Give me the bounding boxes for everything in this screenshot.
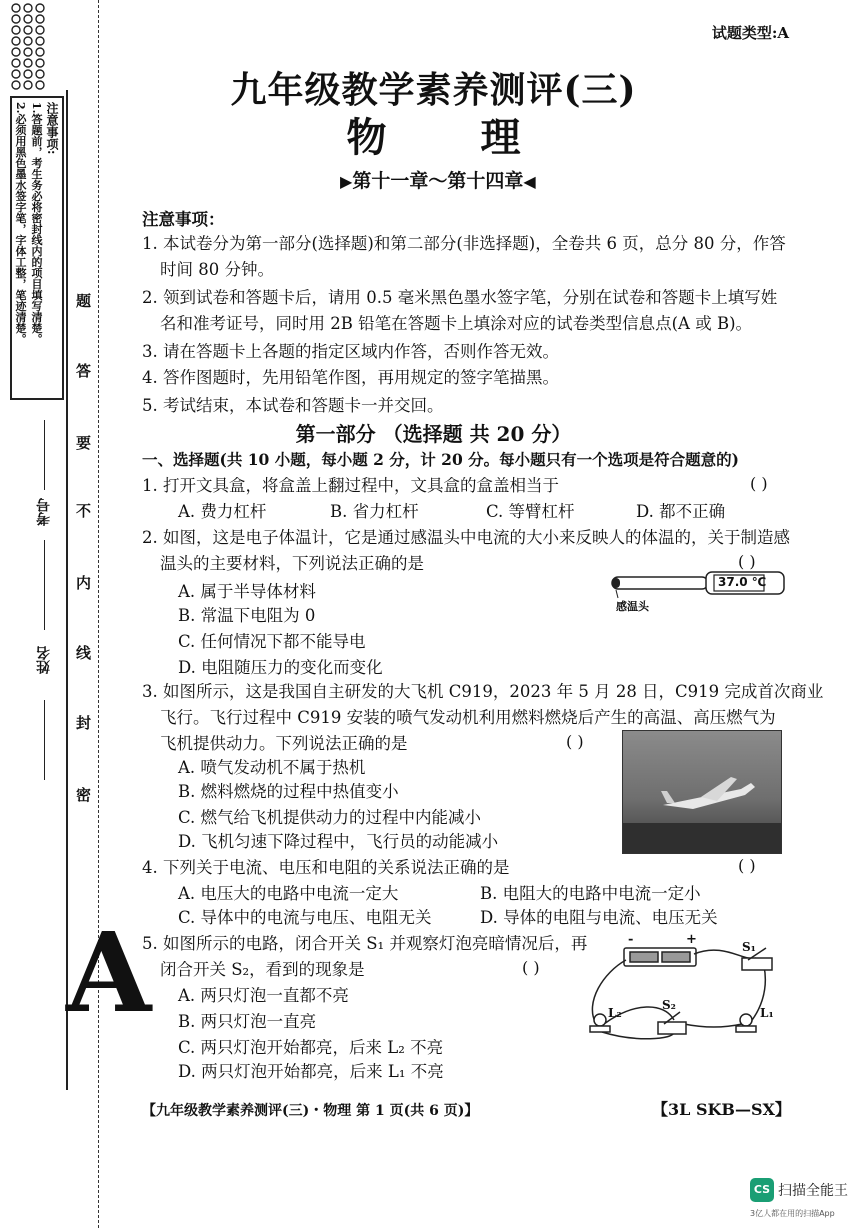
chapter-range <box>340 166 536 193</box>
q3-answer-blank: ( ) <box>566 732 584 751</box>
probe-label: 感温头 <box>616 600 649 613</box>
q1-answer-blank: ( ) <box>750 474 768 493</box>
q4-option-c: C. 导体中的电流与电压、电阻无关 <box>178 908 432 927</box>
q1-option-a: A. 费力杠杆 <box>178 502 267 521</box>
seal-char-4: 不 <box>76 502 92 520</box>
q5-option-a: A. 两只灯泡一直都不亮 <box>178 986 349 1005</box>
seal-char-8: 密 <box>76 786 92 804</box>
note-line-3: 2. 领到试卷和答题卡后，请用 0.5 毫米黑色墨水签字笔，分别在试卷和答题卡上填写姓 <box>142 288 778 307</box>
chapter-range-text: 第十一章～第十四章 <box>352 170 524 192</box>
q4-option-a: A. 电压大的电路中电流一定大 <box>178 884 399 903</box>
binding-notice-heading: 注意事项: <box>45 102 59 155</box>
binding-margin <box>0 0 100 1228</box>
lamp-l2-label: L₂ <box>608 1006 622 1020</box>
name-line <box>44 700 45 780</box>
q2-option-a: A. 属于半导体材料 <box>178 582 316 601</box>
q5-answer-blank: ( ) <box>522 958 540 977</box>
q5-option-d: D. 两只灯泡开始都亮，后来 L₁ 不亮 <box>178 1062 444 1081</box>
q2-option-b: B. 常温下电阻为 0 <box>178 606 316 625</box>
triangle-right-icon: ▶ <box>340 172 353 191</box>
seal-char-1: 题 <box>76 292 92 310</box>
q4-option-d: D. 导体的电阻与电流、电压无关 <box>480 908 718 927</box>
q2-answer-blank: ( ) <box>738 552 756 571</box>
switch-s1-label: S₁ <box>742 940 756 954</box>
q3-stem-2: 飞行。飞行过程中 C919 安装的喷气发动机利用燃料燃烧后产生的高温、高压燃气为 <box>160 708 776 727</box>
subject-title: 物 理 <box>346 114 561 161</box>
camscanner-logo: CS <box>750 1178 774 1202</box>
note-line-2: 时间 80 分钟。 <box>160 260 274 279</box>
thermometer-display: 37.0 ℃ <box>718 575 767 589</box>
q4-option-b: B. 电阻大的电路中电流一定小 <box>480 884 701 903</box>
q5-option-c: C. 两只灯泡开始都亮，后来 L₂ 不亮 <box>178 1038 444 1057</box>
q3-option-c: C. 燃气给飞机提供动力的过程中内能减小 <box>178 808 482 827</box>
q3-option-a: A. 喷气发动机不属于热机 <box>178 758 366 777</box>
q2-stem-2: 温头的主要材料，下列说法正确的是 <box>160 554 424 573</box>
paper-code: 【3L SKB—SX】 <box>652 1100 791 1119</box>
exam-number-label: 考号 <box>36 498 52 526</box>
q2-stem-1: 2. 如图，这是电子体温计，它是通过感温头中电流的大小来反映人的体温的，关于制造感 <box>142 528 790 547</box>
seal-char-3: 要 <box>76 434 92 452</box>
q1-stem: 1. 打开文具盒，将盒盖上翻过程中，文具盒的盒盖相当于 <box>142 476 559 495</box>
q4-answer-blank: ( ) <box>738 856 756 875</box>
paper-type-letter: A <box>66 908 152 1037</box>
binding-notice-1: 1.答题前，考生务必将密封线内的项目填写清楚。 <box>30 102 43 345</box>
note-line-5: 3. 请在答题卡上各题的指定区域内作答，否则作答无效。 <box>142 342 559 361</box>
name-label: 姓名 <box>36 646 52 674</box>
paper-type-label: 试题类型:A <box>711 24 789 42</box>
camscanner-name: 扫描全能王 <box>778 1183 848 1199</box>
q2-option-c: C. 任何情况下都不能导电 <box>178 632 366 651</box>
thermometer-figure <box>610 568 788 616</box>
binding-notice-2: 2.必须用黑色墨水签字笔，字体工整，笔迹清楚。 <box>14 102 27 345</box>
exam-title: 九年级教学素养测评(三) <box>230 69 637 111</box>
note-line-6: 4. 答作图题时，先用铅笔作图，再用规定的签字笔描黑。 <box>142 368 559 387</box>
seal-char-7: 封 <box>76 714 92 732</box>
q5-stem-2: 闭合开关 S₂，看到的现象是 <box>160 960 365 979</box>
scanner-watermark <box>750 1178 860 1222</box>
seal-char-6: 线 <box>76 644 92 662</box>
part1-title: 第一部分 （选择题 共 20 分） <box>295 422 572 446</box>
camscanner-slogan: 3亿人都在用的扫描App <box>750 1209 835 1218</box>
battery-plus-label: + <box>686 932 697 947</box>
q5-stem-1: 5. 如图所示的电路，闭合开关 S₁ 并观察灯泡亮暗情况后，再 <box>142 934 588 953</box>
q1-option-b: B. 省力杠杆 <box>330 502 419 521</box>
exam-number-line-bottom <box>44 540 45 630</box>
note-line-7: 5. 考试结束，本试卷和答题卡一并交回。 <box>142 396 444 415</box>
seal-dashed-line <box>98 0 99 1228</box>
note-line-1: 1. 本试卷分为第一部分(选择题)和第二部分(非选择题)，全卷共 6 页，总分 80 分，作答 <box>142 234 786 253</box>
q2-option-d: D. 电阻随压力的变化而变化 <box>178 658 383 677</box>
q3-stem-3: 飞机提供动力。下列说法正确的是 <box>160 734 408 753</box>
q1-option-c: C. 等臂杠杆 <box>486 502 575 521</box>
q3-stem-1: 3. 如图所示，这是我国自主研发的大飞机 C919，2023 年 5 月 28 日，C919 完成首次商业 <box>142 682 824 701</box>
c919-airplane-photo <box>622 730 782 854</box>
q3-option-b: B. 燃料燃烧的过程中热值变小 <box>178 782 399 801</box>
triangle-left-icon: ◀ <box>523 172 536 191</box>
page-footer: 【九年级教学素养测评(三)・物理 第 1 页(共 6 页)】 <box>142 1103 479 1119</box>
section-heading: 一、选择题(共 10 小题，每小题 2 分，计 20 分。每小题只有一个选项是符合题意的) <box>142 450 739 469</box>
q4-stem: 4. 下列关于电流、电压和电阻的关系说法正确的是 <box>142 858 510 877</box>
lamp-l1-label: L₁ <box>760 1006 774 1020</box>
q1-option-d: D. 都不正确 <box>636 502 726 521</box>
notes-heading: 注意事项： <box>142 210 225 229</box>
circuit-diagram <box>574 932 784 1042</box>
battery-minus-label: - <box>628 932 634 947</box>
q3-option-d: D. 飞机匀速下降过程中，飞行员的动能减小 <box>178 832 499 851</box>
q5-option-b: B. 两只灯泡一直亮 <box>178 1012 317 1031</box>
airplane-icon <box>623 731 781 853</box>
note-line-4: 名和准考证号，同时用 2B 铅笔在答题卡上填涂对应的试卷类型信息点(A 或 B)。 <box>160 314 753 333</box>
seal-char-2: 答 <box>76 362 92 380</box>
switch-s2-label: S₂ <box>662 998 676 1012</box>
seal-char-5: 内 <box>76 574 92 592</box>
